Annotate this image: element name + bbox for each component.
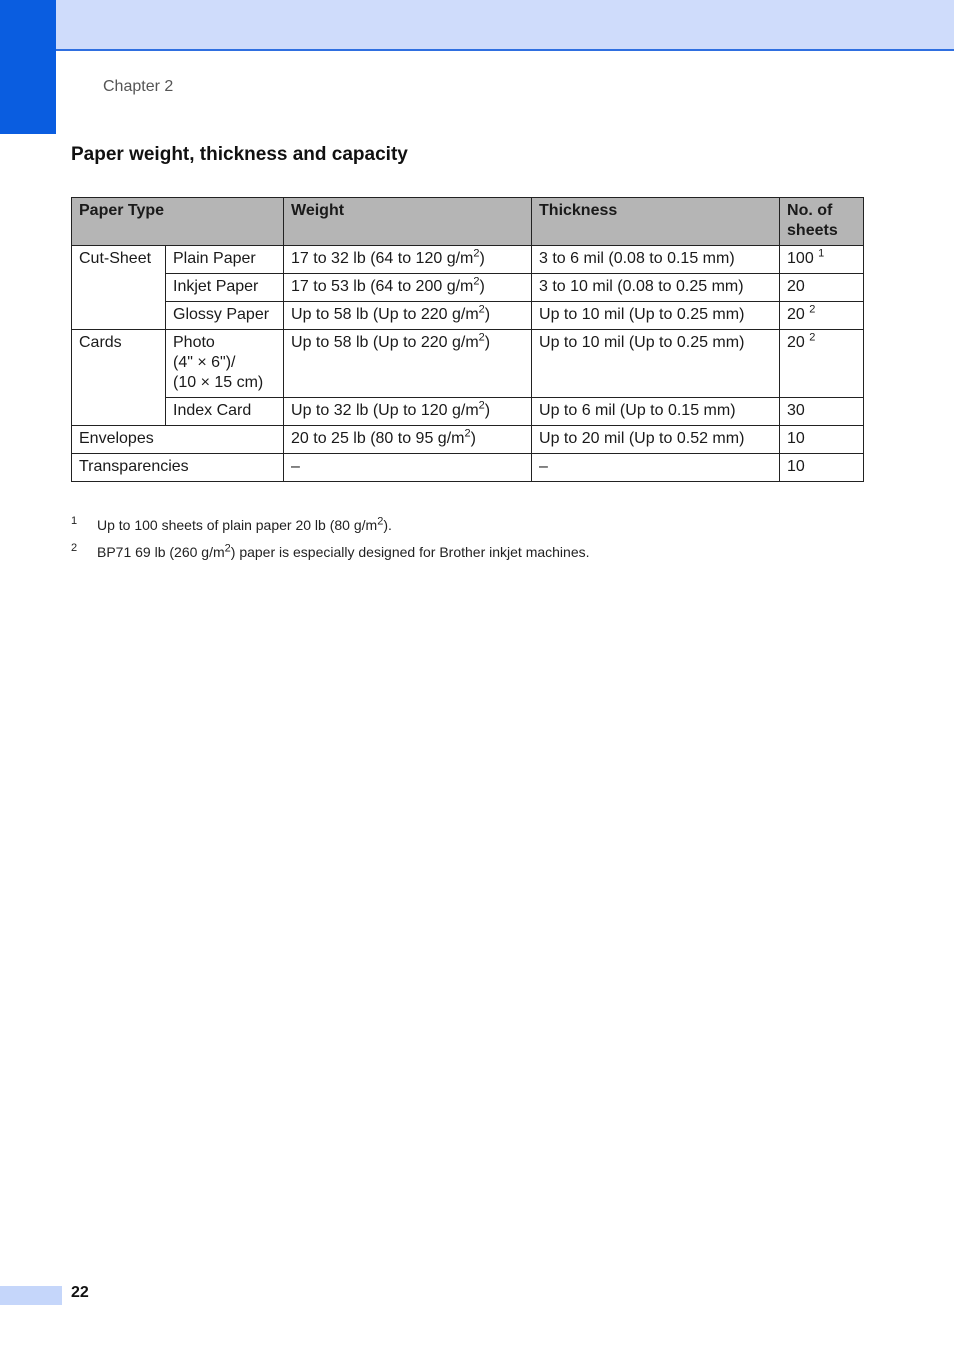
footnote-text: BP71 69 lb (260 $g/m^2$) paper is especially designed for Brother inkjet machines. (97, 542, 590, 560)
group-envelopes: Envelopes (72, 426, 284, 454)
type-photo: Photo (4" × 6")/ (10 × 15 cm) (166, 330, 284, 398)
chapter-tab-marker (0, 0, 56, 134)
sheets-cell: 20 (780, 274, 864, 302)
weight-cell: Up to 32 lb (Up to 120 $g/m^2$) (284, 398, 532, 426)
weight-cell: Up to 58 lb (Up to 220 $g/m^2$) (284, 330, 532, 398)
table-row (72, 302, 864, 330)
sheets-cell: 30 (780, 398, 864, 426)
sheets-cell: 100 $^1$ (780, 246, 864, 274)
paper-spec-table (71, 197, 864, 482)
table-header-row (72, 198, 864, 246)
thickness-cell: 3 to 6 mil (0.08 to 0.15 mm) (532, 246, 780, 274)
header-thickness: Thickness (532, 198, 780, 246)
header-sheets-line2: sheets (787, 222, 838, 239)
header-weight: Weight (284, 198, 532, 246)
page-number-bar (0, 1286, 62, 1305)
footnote-number: 1 (71, 515, 78, 527)
header-sheets-line1: No. of (787, 202, 833, 219)
weight-cell: 17 to 32 lb (64 to 120 $g/m^2$) (284, 246, 532, 274)
thickness-cell: Up to 20 mil (Up to 0.52 mm) (532, 426, 780, 454)
table-row (72, 426, 864, 454)
page-number: 22 (71, 1284, 89, 1301)
table-row (72, 274, 864, 302)
footnote-ref: 2 (809, 331, 816, 344)
footnote-ref: 2 (809, 303, 816, 316)
type-plain-paper: Plain Paper (166, 246, 284, 274)
sheets-cell: 20 $^2$ (780, 302, 864, 330)
group-cut-sheet: Cut-Sheet (72, 246, 166, 330)
thickness-cell: 3 to 10 mil (0.08 to 0.25 mm) (532, 274, 780, 302)
footnote-ref: 1 (818, 247, 825, 260)
header-band (0, 0, 954, 51)
weight-cell: 20 to 25 lb (80 to 95 $g/m^2$) (284, 426, 532, 454)
table-row (72, 246, 864, 274)
table-row (72, 330, 864, 398)
type-index-card: Index Card (166, 398, 284, 426)
weight-cell: – (284, 454, 532, 482)
thickness-cell: – (532, 454, 780, 482)
header-sheets (780, 198, 864, 246)
group-cards: Cards (72, 330, 166, 426)
sheets-cell: 10 (780, 426, 864, 454)
header-paper-type: Paper Type (72, 198, 284, 246)
thickness-cell: Up to 10 mil (Up to 0.25 mm) (532, 302, 780, 330)
table-row (72, 398, 864, 426)
sheets-cell: 10 (780, 454, 864, 482)
weight-cell: Up to 58 lb (Up to 220 $g/m^2$) (284, 302, 532, 330)
thickness-cell: Up to 10 mil (Up to 0.25 mm) (532, 330, 780, 398)
footnote-text: Up to 100 sheets of plain paper 20 lb (80 $g/m^2$). (97, 515, 392, 533)
table-row (72, 454, 864, 482)
thickness-cell: Up to 6 mil (Up to 0.15 mm) (532, 398, 780, 426)
chapter-label: Chapter 2 (103, 78, 174, 95)
section-title: Paper weight, thickness and capacity (71, 144, 408, 165)
sheets-cell: 20 $^2$ (780, 330, 864, 398)
footnote-number: 2 (71, 542, 78, 554)
type-inkjet-paper: Inkjet Paper (166, 274, 284, 302)
type-glossy-paper: Glossy Paper (166, 302, 284, 330)
weight-cell: 17 to 53 lb (64 to 200 $g/m^2$) (284, 274, 532, 302)
group-transparencies: Transparencies (72, 454, 284, 482)
